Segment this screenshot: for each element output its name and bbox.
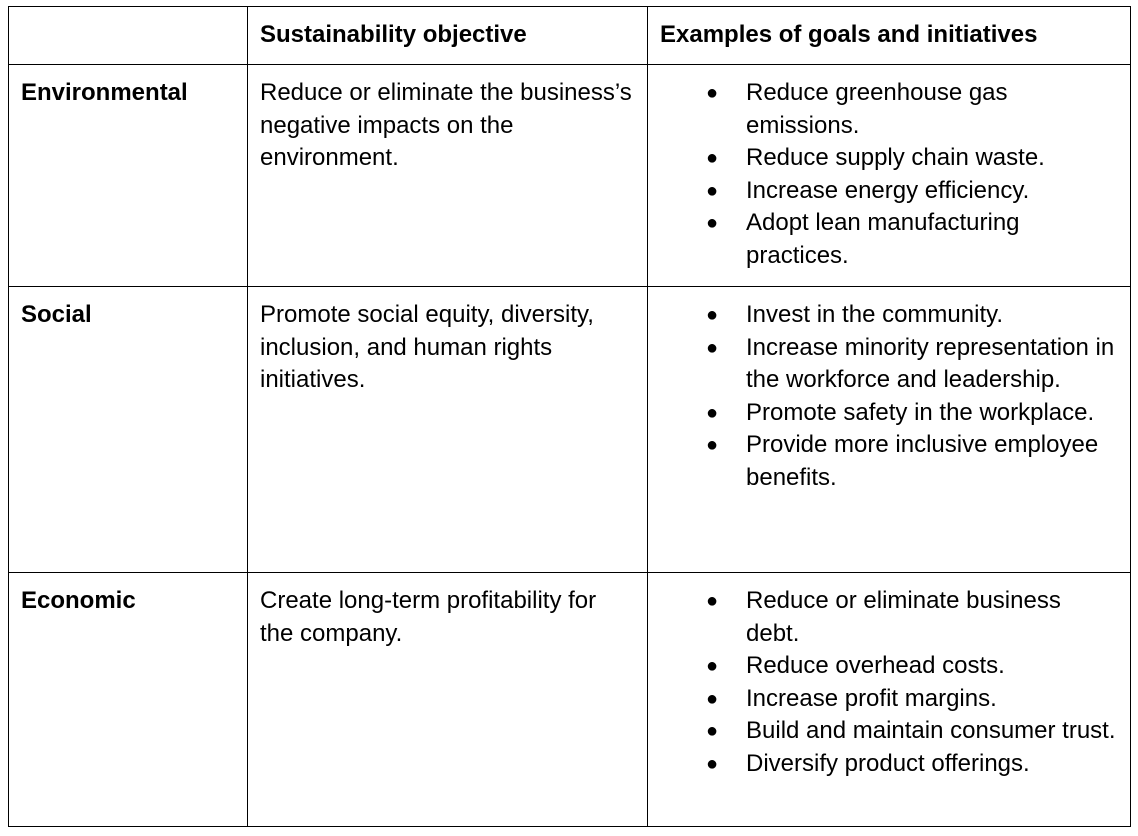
list-item-text: Invest in the community.: [746, 301, 1003, 328]
table-row-environmental: [9, 65, 1131, 287]
row-objective: Create long-term profitability for the company.: [248, 573, 648, 827]
header-empty-cell: [9, 7, 248, 65]
bullet-icon: ●: [706, 434, 719, 456]
bullet-icon: ●: [706, 590, 719, 612]
list-item-text: Increase profit margins.: [746, 684, 997, 712]
header-objective: Sustainability objective: [248, 7, 648, 65]
bullet-icon: ●: [706, 655, 719, 677]
header-row: [9, 7, 1131, 65]
row-category: Social: [9, 287, 248, 573]
examples-list: [660, 77, 1118, 272]
examples-list: [660, 585, 1118, 780]
bullet-icon: ●: [706, 147, 719, 169]
list-item: [660, 397, 1118, 430]
list-item-text: Increase energy efficiency.: [746, 176, 1030, 204]
list-item: [660, 332, 1118, 397]
list-item-text: Reduce supply chain waste.: [746, 144, 1045, 171]
list-item: [660, 683, 1118, 716]
list-item: [660, 299, 1118, 332]
row-category: Economic: [9, 573, 248, 827]
row-examples: [648, 65, 1131, 287]
list-item-text: Adopt lean manufacturing practices.: [746, 209, 1020, 269]
bullet-icon: ●: [706, 687, 719, 710]
examples-list: [660, 299, 1118, 494]
table-row-economic: [9, 573, 1131, 827]
bullet-icon: ●: [706, 752, 719, 775]
list-item: [660, 175, 1118, 208]
bullet-icon: ●: [706, 720, 719, 742]
list-item: [660, 715, 1118, 748]
list-item: [660, 207, 1118, 272]
header-examples: Examples of goals and initiatives: [648, 7, 1131, 65]
bullet-icon: ●: [706, 401, 719, 424]
list-item-text: Diversify product offerings.: [746, 749, 1030, 777]
list-item-text: Provide more inclusive employee benefits.: [746, 431, 1099, 491]
list-item-text: Reduce greenhouse gas emissions.: [746, 79, 1008, 139]
row-category: Environmental: [9, 65, 248, 287]
bullet-icon: ●: [706, 212, 719, 234]
list-item-text: Build and maintain consumer trust.: [746, 717, 1116, 744]
bullet-icon: ●: [706, 179, 719, 202]
list-item-text: Reduce overhead costs.: [746, 652, 1005, 679]
row-objective: Promote social equity, diversity, inclusion, and human rights initiatives.: [248, 287, 648, 573]
list-item: [660, 650, 1118, 683]
bullet-icon: ●: [706, 82, 719, 104]
table-row-social: [9, 287, 1131, 573]
list-item-text: Increase minority representation in the workforce and leadership.: [746, 333, 1115, 393]
list-item: [660, 585, 1118, 650]
bullet-icon: ●: [706, 336, 719, 359]
list-item: [660, 429, 1118, 494]
list-item: [660, 77, 1118, 142]
row-examples: [648, 573, 1131, 827]
list-item: [660, 142, 1118, 175]
sustainability-table: [8, 6, 1131, 827]
list-item-text: Reduce or eliminate business debt.: [746, 587, 1061, 647]
row-examples: [648, 287, 1131, 573]
bullet-icon: ●: [706, 304, 719, 326]
list-item-text: Promote safety in the workplace.: [746, 398, 1095, 426]
list-item: [660, 748, 1118, 781]
row-objective: Reduce or eliminate the business’s negative impacts on the environment.: [248, 65, 648, 287]
